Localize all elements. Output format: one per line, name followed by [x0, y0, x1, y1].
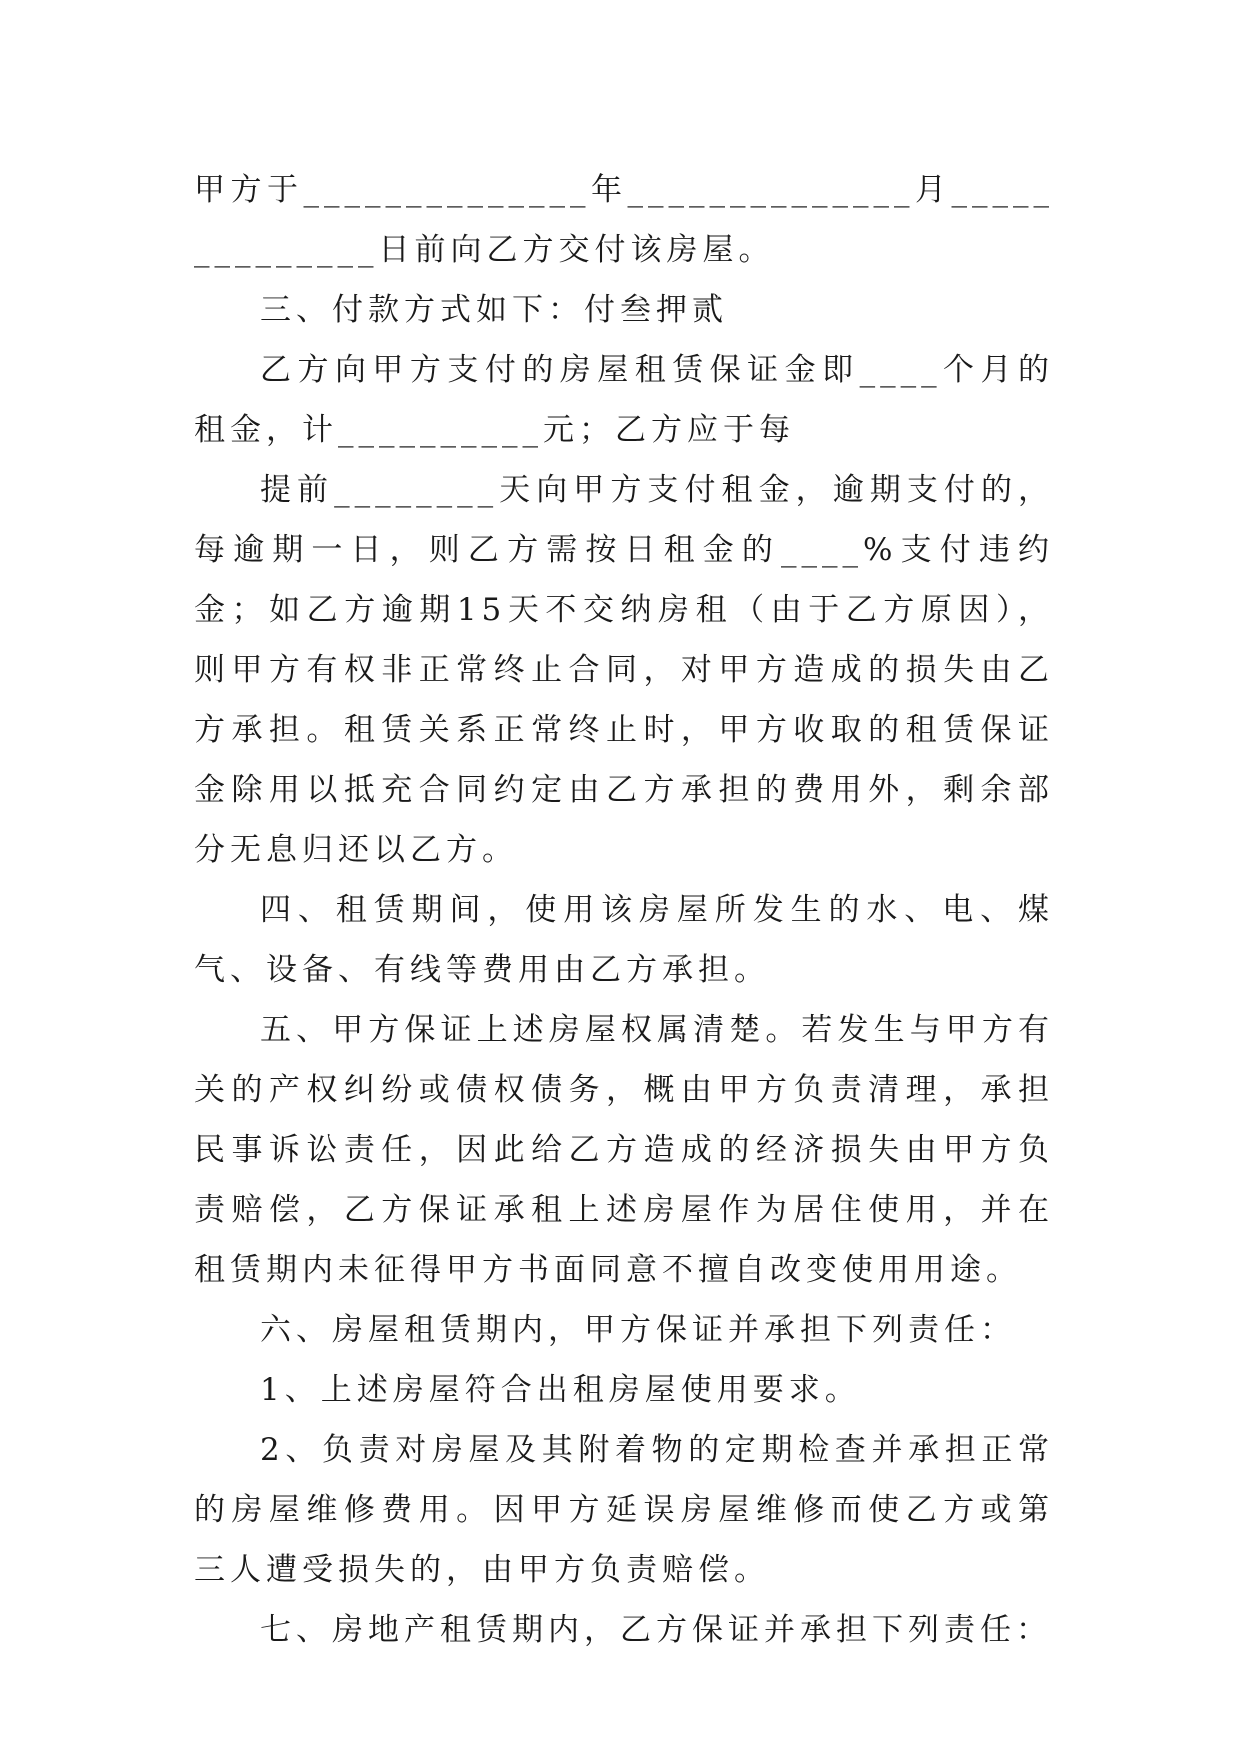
paragraph-party-a-duties-heading: 六、房屋租赁期内，甲方保证并承担下列责任：	[260, 1312, 1016, 1348]
document-body	[194, 160, 1054, 1660]
paragraph-rent-payment: 提前________天向甲方支付租金，逾期支付的，每逾期一日，则乙方需按日租金的____%支付违约金；如乙方逾期15天不交纳房租（由于乙方原因），则甲方有权非正常终止合同，对甲方造成的损失由乙方承担。租赁关系正常终止时，甲方收取的租赁保证金除用以抵充合同约定由乙方承担的费用外，剩余部分无息归还以乙方。	[194, 472, 1054, 868]
paragraph-party-a-duty-2: 2、负责对房屋及其附着物的定期检查并承担正常的房屋维修费用。因甲方延误房屋维修而使乙方或第三人遭受损失的，由甲方负责赔偿。	[194, 1432, 1054, 1588]
paragraph-party-b-duties-heading: 七、房地产租赁期内，乙方保证并承担下列责任：	[260, 1612, 1052, 1648]
paragraph-utilities: 四、租赁期间，使用该房屋所发生的水、电、煤气、设备、有线等费用由乙方承担。	[194, 892, 1054, 988]
paragraph-delivery-date: 甲方于______________年______________月______________日前向乙方交付该房屋。	[194, 172, 1054, 268]
paragraph-payment-method: 三、付款方式如下：付叁押贰	[260, 292, 728, 328]
paragraph-party-a-duty-1: 1、上述房屋符合出租房屋使用要求。	[260, 1372, 861, 1408]
paragraph-deposit: 乙方向甲方支付的房屋租赁保证金即____个月的租金，计__________元；乙方应于每	[194, 352, 1054, 448]
paragraph-ownership-guarantee: 五、甲方保证上述房屋权属清楚。若发生与甲方有关的产权纠纷或债权债务，概由甲方负责清理，承担民事诉讼责任，因此给乙方造成的经济损失由甲方负责赔偿，乙方保证承租上述房屋作为居住使用，并在租赁期内未征得甲方书面同意不擅自改变使用用途。	[194, 1012, 1054, 1288]
